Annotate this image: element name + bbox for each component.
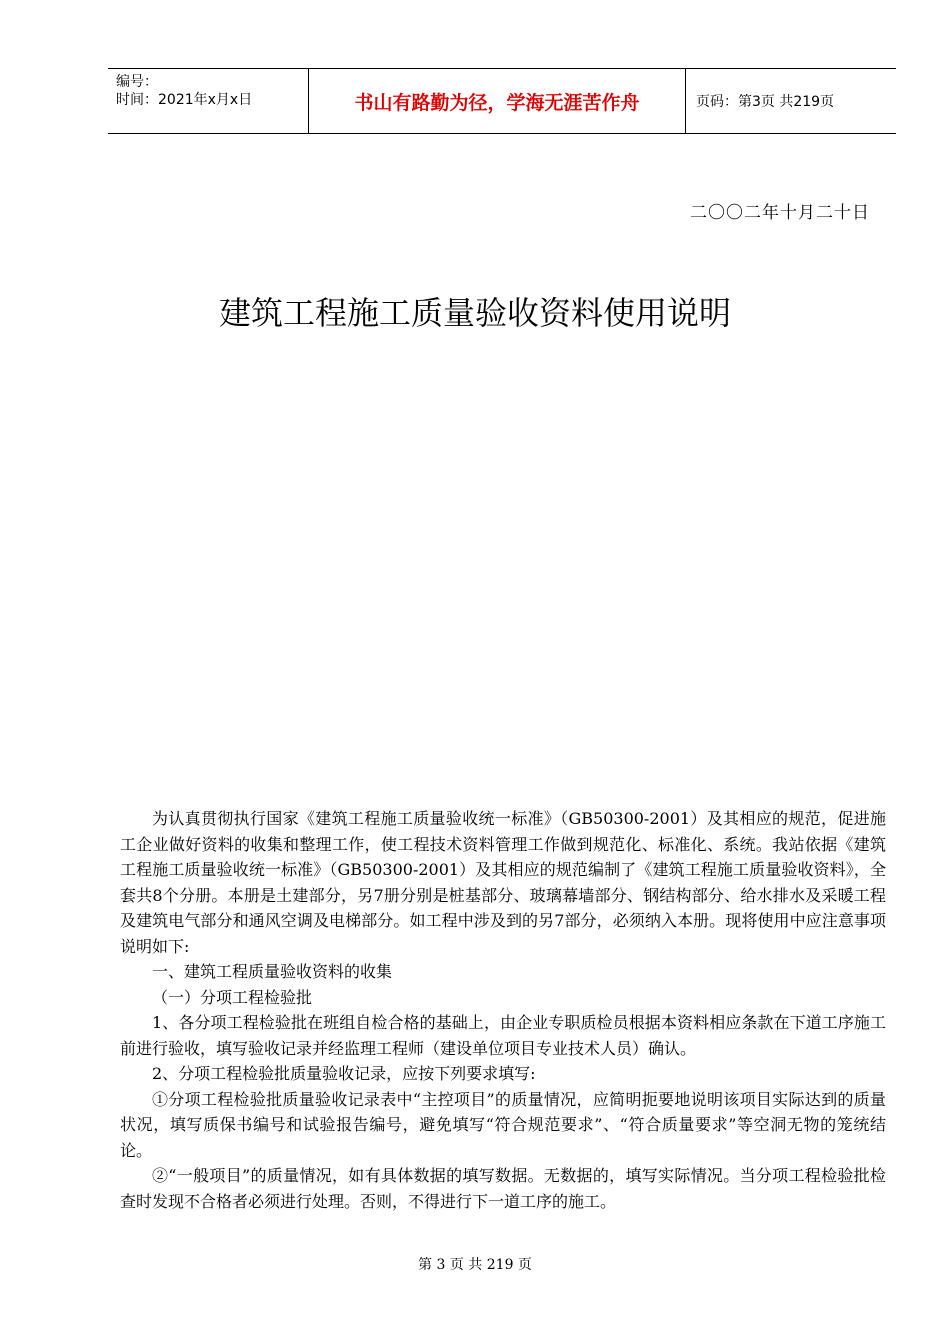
page-footer: 第 3 页 共 219 页	[418, 1257, 532, 1273]
section-heading: 一、建筑工程质量验收资料的收集	[152, 962, 393, 981]
header-motto: 书山有路勤为径，学海无涯苦作舟	[309, 69, 686, 133]
document-time-label: 时间：2021年x月x日	[116, 92, 253, 108]
paragraph: ①分项工程检验批质量验收记录表中“主控项目”的质量情况，应简明扼要地说明该项目实际达到的质量状况，填写质保书编号和试验报告编号，避免填写“符合规范要求”、“符合质量要求”等空洞无物的笼统结论。	[120, 1089, 886, 1160]
page-header	[108, 68, 896, 134]
subsection-heading: （一）分项工程检验批	[152, 987, 313, 1007]
header-page-info: 页码：第3页 共219页	[696, 94, 835, 110]
document-number-label: 编号：	[116, 74, 158, 90]
header-meta	[108, 69, 309, 133]
document-body	[120, 806, 886, 1214]
paragraph: 1、各分项工程检验批在班组自检合格的基础上，由企业专职质检员根据本资料相应条款在下道工序施工前进行验收，填写验收记录并经监理工程师（建设单位项目专业技术人员）确认。	[120, 1013, 886, 1058]
document-title: 建筑工程施工质量验收资料使用说明	[218, 294, 731, 332]
paragraph: ②“一般项目”的质量情况，如有具体数据的填写数据。无数据的，填写实际情况。当分项工程检验批检查时发现不合格者必须进行处理。否则，不得进行下一道工序的施工。	[120, 1166, 886, 1211]
document-date: 二〇〇二年十月二十日	[690, 203, 870, 223]
paragraph: 为认真贯彻执行国家《建筑工程施工质量验收统一标准》（GB50300-2001）及其相应的规范，促进施工企业做好资料的收集和整理工作，使工程技术资料管理工作做到规范化、标准化、系统。我站依据《建筑工程施工质量验收统一标准》（GB50300-2001）及其相应的规范编制了《建筑工程施工质量验收资料》，全套共8个分册。本册是土建部分，另7册分别是桩基部分、玻璃幕墙部分、钢结构部分、给水排水及采暖工程及建筑电气部分和通风空调及电梯部分。如工程中涉及到的另7部分，必须纳入本册。现将使用中应注意事项说明如下:	[120, 809, 886, 956]
paragraph: 2、分项工程检验批质量验收记录，应按下列要求填写:	[152, 1064, 536, 1083]
